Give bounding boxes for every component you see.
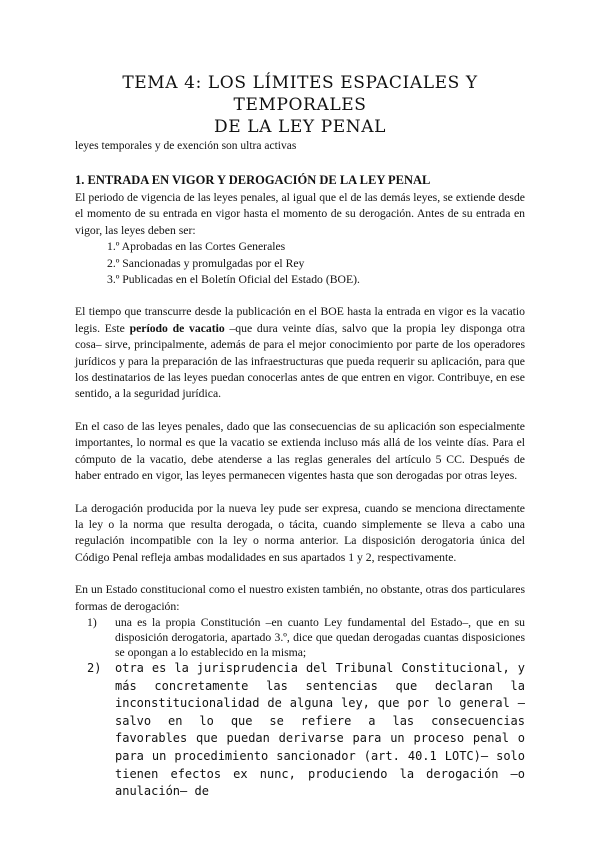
paragraph-leyes-penales: En el caso de las leyes penales, dado que las consecuencias de su aplicación son especialmente importantes, lo normal es que la vacatio se extienda incluso más allá de los veinte días. Para el cómputo de la vacatio, debe atenderse a las reglas generales del artículo 5 CC. Después de haber entrado en vigor, las leyes permanecen vigentes hasta que son derogadas por otras leyes. bbox=[75, 419, 525, 483]
title-line-1: TEMA 4: LOS LÍMITES ESPACIALES Y TEMPORALES bbox=[122, 73, 478, 115]
title-line-2: DE LA LEY PENAL bbox=[213, 117, 387, 137]
paragraph-derogacion: La derogación producida por la nueva ley pude ser expresa, cuando se menciona directamente la ley o la norma que resulta derogada, o tácita, cuando simplemente se lleva a cabo una regulación incompatible con la ley o norma anterior. La disposición derogatoria única del Código Penal refleja ambas modalidades en sus apartados 1 y 2, respectivamente. bbox=[75, 501, 525, 564]
text-span: –que dura veinte días, salvo que la propia ley disponga otra cosa– sirve, principalmente, además de para el mejor conocimiento por parte de los operadores jurídicos y para la preparación de las infraestructuras que pueda requerir su aplicación, para que los destinatarios de las leyes puedan conocerlas antes de que entren en vigor. Contribuye, en ese sentido, a la seguridad jurídica. bbox=[75, 321, 526, 401]
list-number: 1) bbox=[87, 615, 97, 629]
list-number: 2) bbox=[87, 660, 102, 675]
paragraph-vigencia: El periodo de vigencia de las leyes penales, al igual que el de las demás leyes, se extiende desde el momento de su entrada en vigor hasta el momento de su derogación. Antes de su entrada en vigor, las leyes deben ser: bbox=[75, 191, 525, 237]
list-text: una es la propia Constitución –en cuanto Ley fundamental del Estado–, que en su disposición derogatoria, apartado 3.º, dice que quedan derogadas cuantas disposiciones se opongan a lo establecido en la misma; bbox=[115, 615, 525, 659]
list-item bbox=[75, 660, 525, 801]
section-heading: 1. ENTRADA EN VIGOR Y DEROGACIÓN DE LA LEY PENAL bbox=[75, 173, 431, 187]
page-title bbox=[75, 0, 525, 138]
bold-term: período de vacatio bbox=[129, 321, 225, 335]
forms-list bbox=[75, 615, 525, 801]
list-text: otra es la jurisprudencia del Tribunal Constitucional, y más concretamente las sentencias que declaran la inconstitucionalidad de alguna ley, que por lo general –salvo en lo que se refiere a las consecuencias favorables que puedan derivarse para un proceso penal o para un procedimiento sancionador (art. 40.1 LOTC)– solo tienen efectos ex nunc, produciendo la derogación –o anulación– de bbox=[115, 660, 525, 799]
paragraph-vacatio bbox=[75, 304, 525, 402]
requirement-item: 2.º Sancionadas y promulgadas por el Rey bbox=[107, 256, 305, 270]
handwritten-note: leyes temporales y de exención son ultra activas bbox=[75, 140, 297, 152]
list-item bbox=[75, 615, 525, 660]
paragraph-formas: En un Estado constitucional como el nuestro existen también, no obstante, otras dos particulares formas de derogación: bbox=[75, 583, 525, 613]
requirement-item: 3.º Publicadas en el Boletín Oficial del Estado (BOE). bbox=[107, 273, 360, 287]
requirements-list bbox=[75, 239, 525, 288]
requirement-item: 1.º Aprobadas en las Cortes Generales bbox=[107, 240, 286, 254]
text-span: El tiempo que transcurre desde la publicación en el BOE hasta la entrada en vigor es la vacatio legis. Este bbox=[75, 305, 525, 335]
